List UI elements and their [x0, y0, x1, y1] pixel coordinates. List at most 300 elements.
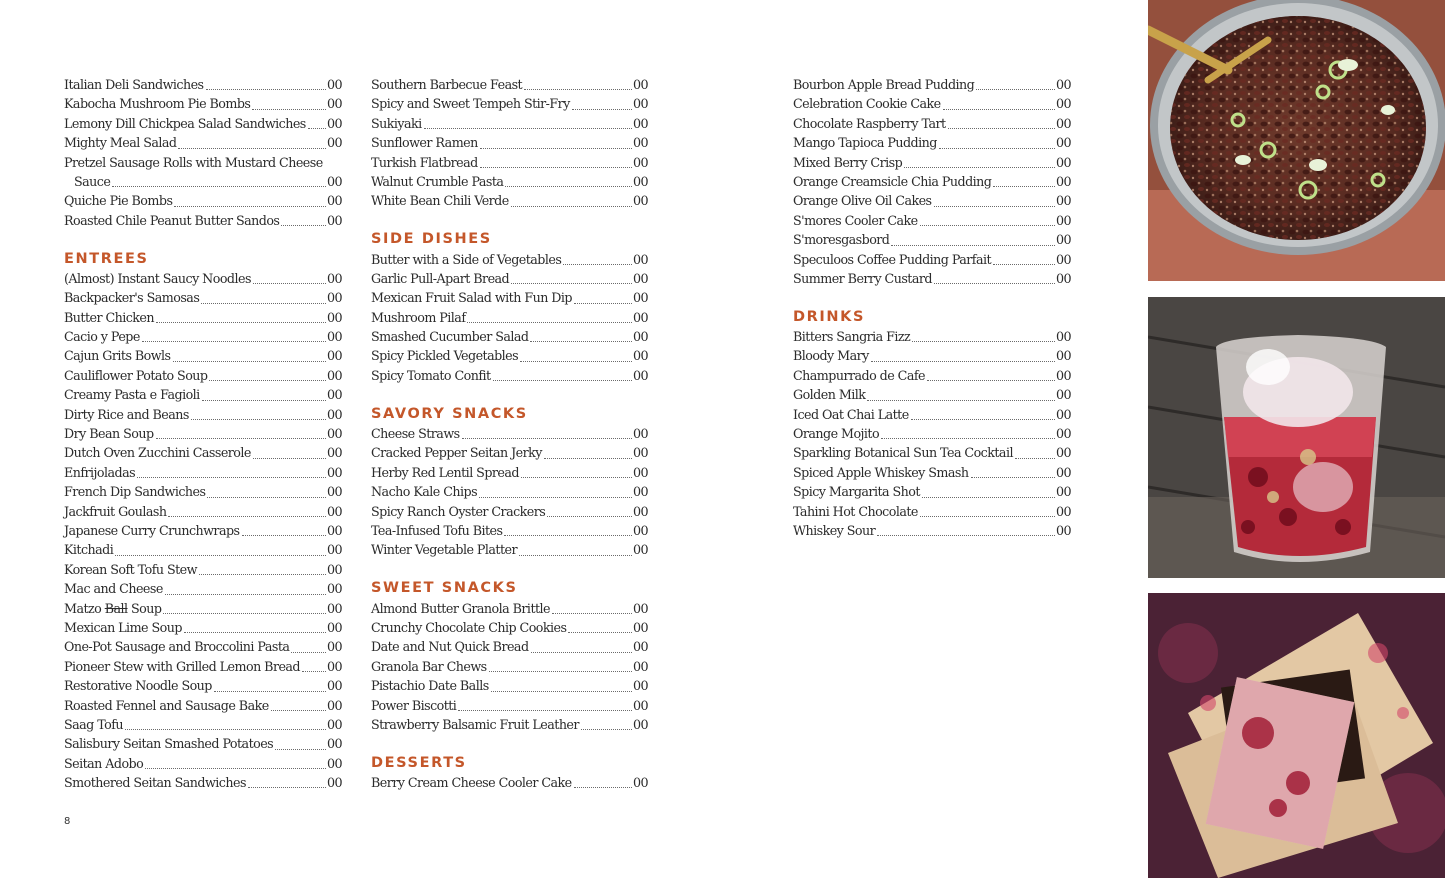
dot-leader — [145, 754, 326, 773]
dot-leader — [552, 599, 632, 618]
dot-leader — [281, 211, 326, 230]
dot-leader — [202, 385, 326, 404]
page-ref: 00 — [1055, 426, 1071, 442]
toc-entry — [371, 482, 648, 501]
toc-entry-title: Mexican Lime Soup — [64, 619, 182, 635]
toc-entry-title: Roasted Fennel and Sausage Bake — [64, 697, 269, 713]
toc-entry — [371, 308, 648, 327]
page-ref: 00 — [326, 309, 342, 325]
toc-entry-title: Restorative Noodle Soup — [64, 678, 212, 694]
dot-leader — [242, 521, 326, 540]
toc-entry-title: Strawberry Balsamic Fruit Leather — [371, 716, 579, 732]
toc-entry — [64, 133, 342, 152]
dot-leader — [920, 502, 1055, 521]
section-continued — [64, 75, 342, 230]
toc-entry-title: Mixed Berry Crisp — [793, 154, 903, 170]
toc-entry-title: Mac and Cheese — [64, 581, 163, 597]
toc-entry-title: Backpacker's Samosas — [64, 290, 200, 306]
toc-entry — [793, 114, 1071, 133]
title-part: Matzo — [64, 600, 102, 616]
page-ref: 00 — [326, 212, 342, 228]
toc-entry-title: Sparkling Botanical Sun Tea Cocktail — [793, 445, 1013, 461]
toc-entry-title: Date and Nut Quick Bread — [371, 639, 529, 655]
section-continued — [793, 75, 1071, 288]
dot-leader — [173, 346, 326, 365]
dot-leader — [891, 230, 1055, 249]
dot-leader — [156, 308, 326, 327]
page-ref: 00 — [632, 135, 648, 151]
toc-entry-title: Iced Oat Chai Latte — [793, 406, 909, 422]
toc-entry — [64, 676, 342, 695]
dot-leader — [163, 599, 326, 618]
page-ref: 00 — [1055, 445, 1071, 461]
entry-list — [371, 773, 648, 792]
toc-entry — [64, 696, 342, 715]
dot-leader — [993, 250, 1055, 269]
page-ref: 00 — [1055, 484, 1071, 500]
page-ref: 00 — [1055, 251, 1071, 267]
dot-leader — [125, 715, 326, 734]
toc-entry — [64, 599, 342, 618]
section-drinks — [793, 308, 1071, 541]
toc-entry-title: Pistachio Date Balls — [371, 678, 489, 694]
toc-entry-title: Cheese Straws — [371, 426, 460, 442]
page-ref: 00 — [632, 309, 648, 325]
page-ref: 00 — [1055, 387, 1071, 403]
entry-list — [793, 327, 1071, 540]
toc-entry — [371, 346, 648, 365]
dot-leader — [209, 366, 325, 385]
toc-entry-title: Smothered Seitan Sandwiches — [64, 775, 246, 791]
toc-entry-title: Mushroom Pilaf — [371, 309, 466, 325]
dot-leader — [531, 637, 632, 656]
page-ref: 00 — [326, 406, 342, 422]
page-ref: 00 — [1055, 193, 1071, 209]
toc-entry — [371, 366, 648, 385]
page-ref: 00 — [632, 484, 648, 500]
toc-entry — [64, 540, 342, 559]
page-ref: 00 — [326, 173, 342, 189]
toc-entry — [371, 153, 648, 172]
photo-smores — [1148, 593, 1445, 878]
dot-leader — [922, 482, 1055, 501]
page-ref: 00 — [632, 775, 648, 791]
dot-leader — [574, 288, 632, 307]
toc-entry-title: Dutch Oven Zucchini Casserole — [64, 445, 251, 461]
page-ref: 00 — [632, 600, 648, 616]
toc-entry — [64, 502, 342, 521]
toc-entry — [793, 521, 1071, 540]
page-ref: 00 — [632, 290, 648, 306]
dot-leader — [308, 114, 326, 133]
page-ref: 00 — [326, 445, 342, 461]
page-ref: 00 — [326, 522, 342, 538]
toc-entry-title: Kitchadi — [64, 542, 114, 558]
page-ref: 00 — [326, 755, 342, 771]
entry-list — [64, 75, 342, 230]
entry-list — [371, 424, 648, 560]
page-ref: 00 — [1055, 135, 1071, 151]
dot-leader — [424, 114, 632, 133]
toc-entry — [371, 540, 648, 559]
toc-entry-title: Orange Olive Oil Cakes — [793, 193, 932, 209]
toc-entry — [793, 463, 1071, 482]
page-ref: 00 — [326, 426, 342, 442]
toc-entry-title: Golden Milk — [793, 387, 866, 403]
section-sweet-snacks — [371, 579, 648, 734]
toc-entry-title: S'mores Cooler Cake — [793, 212, 918, 228]
toc-entry — [64, 405, 342, 424]
toc-entry — [793, 443, 1071, 462]
dot-leader — [934, 269, 1055, 288]
page-ref: 00 — [1055, 115, 1071, 131]
page-ref: 00 — [632, 115, 648, 131]
toc-entry — [793, 191, 1071, 210]
toc-entry-title — [64, 599, 161, 618]
section-heading: ENTREES — [64, 250, 149, 267]
section-continued — [371, 75, 648, 211]
page-ref: 00 — [632, 96, 648, 112]
dot-leader — [563, 250, 632, 269]
toc-entry — [64, 773, 342, 792]
toc-column-3 — [793, 75, 1071, 540]
dot-leader — [174, 191, 326, 210]
toc-entry — [64, 657, 342, 676]
dot-leader — [993, 172, 1055, 191]
dot-leader — [178, 133, 326, 152]
toc-entry — [793, 502, 1071, 521]
page-ref: 00 — [326, 329, 342, 345]
page-ref: 00 — [326, 367, 342, 383]
toc-entry-title: Spicy Ranch Oyster Crackers — [371, 503, 546, 519]
page-ref: 00 — [632, 464, 648, 480]
page-ref: 00 — [1055, 522, 1071, 538]
toc-entry — [64, 346, 342, 365]
toc-entry-title: Power Biscotti — [371, 697, 457, 713]
page-ref: 00 — [632, 77, 648, 92]
page-ref: 00 — [326, 270, 342, 286]
toc-entry-title: Salisbury Seitan Smashed Potatoes — [64, 736, 274, 752]
toc-entry-title: Creamy Pasta e Fagioli — [64, 387, 200, 403]
page-ref: 00 — [632, 619, 648, 635]
toc-entry-title: Cacio y Pepe — [64, 329, 140, 345]
toc-entry — [64, 94, 342, 113]
toc-entry — [793, 269, 1071, 288]
toc-entry — [793, 346, 1071, 365]
dot-leader — [458, 696, 632, 715]
page-ref: 00 — [1055, 232, 1071, 248]
dot-leader — [867, 385, 1055, 404]
toc-entry — [371, 327, 648, 346]
page-number: 8 — [64, 816, 71, 827]
dot-leader — [920, 211, 1055, 230]
toc-entry — [64, 191, 342, 210]
toc-entry-title: Celebration Cookie Cake — [793, 96, 941, 112]
dot-leader — [568, 618, 631, 637]
toc-entry — [64, 443, 342, 462]
dot-leader — [881, 424, 1055, 443]
toc-entry-title: Enfrijoladas — [64, 464, 136, 480]
toc-entry-title: Saag Tofu — [64, 716, 124, 732]
dot-leader — [491, 676, 632, 695]
dot-leader — [504, 521, 631, 540]
page-ref: 00 — [632, 426, 648, 442]
dot-leader — [904, 153, 1055, 172]
toc-entry-title: Orange Creamsicle Chia Pudding — [793, 173, 992, 189]
dot-leader — [253, 269, 326, 288]
dot-leader — [115, 540, 326, 559]
dot-leader — [934, 191, 1055, 210]
toc-column-1 — [64, 75, 342, 792]
dot-leader — [939, 133, 1055, 152]
toc-entry — [371, 715, 648, 734]
toc-entry-title: Spicy and Sweet Tempeh Stir-Fry — [371, 96, 570, 112]
toc-entry — [793, 366, 1071, 385]
toc-entry-title: White Bean Chili Verde — [371, 193, 509, 209]
dot-leader — [877, 521, 1055, 540]
toc-entry-title: Summer Berry Custard — [793, 270, 932, 286]
toc-entry — [371, 269, 648, 288]
toc-entry-title: Dirty Rice and Beans — [64, 406, 189, 422]
toc-entry — [64, 366, 342, 385]
toc-entry — [793, 327, 1071, 346]
toc-entry-title: One-Pot Sausage and Broccolini Pasta — [64, 639, 290, 655]
toc-entry-title: Almond Butter Granola Brittle — [371, 600, 551, 616]
toc-entry — [371, 133, 648, 152]
dot-leader — [871, 346, 1055, 365]
dot-leader — [530, 327, 632, 346]
toc-entry — [64, 754, 342, 773]
page-ref: 00 — [326, 96, 342, 112]
toc-entry-title: Kabocha Mushroom Pie Bombs — [64, 96, 251, 112]
toc-entry-title: Sukiyaki — [371, 115, 422, 131]
page-ref: 00 — [326, 619, 342, 635]
toc-entry-title: Tea-Infused Tofu Bites — [371, 522, 503, 538]
page-ref: 00 — [1055, 329, 1071, 345]
page-ref: 00 — [326, 581, 342, 597]
page-ref: 00 — [632, 542, 648, 558]
toc-entry-title: Jackfruit Goulash — [64, 503, 167, 519]
toc-entry-title: Pioneer Stew with Grilled Lemon Bread — [64, 658, 301, 674]
toc-entry — [64, 618, 342, 637]
dot-leader — [1015, 443, 1055, 462]
toc-entry — [64, 308, 342, 327]
page-ref: 00 — [326, 600, 342, 616]
toc-entry-title: Spicy Margarita Shot — [793, 484, 920, 500]
toc-entry — [793, 94, 1071, 113]
dot-leader — [291, 637, 326, 656]
entry-list — [793, 75, 1071, 288]
dot-leader — [912, 327, 1055, 346]
page-ref: 00 — [326, 639, 342, 655]
toc-entry-title: Spiced Apple Whiskey Smash — [793, 464, 969, 480]
section-side-dishes — [371, 230, 648, 385]
toc-entry-title: Butter Chicken — [64, 309, 155, 325]
toc-entry — [793, 172, 1071, 191]
dot-leader — [505, 172, 632, 191]
photo-red-cocktail — [1148, 297, 1445, 578]
dot-leader — [511, 191, 632, 210]
toc-entry — [371, 773, 648, 792]
toc-entry — [371, 191, 648, 210]
toc-entry — [793, 133, 1071, 152]
toc-entry — [371, 94, 648, 113]
toc-entry-title: Mango Tapioca Pudding — [793, 135, 937, 151]
toc-entry — [64, 579, 342, 598]
toc-entry-title: Garlic Pull-Apart Bread — [371, 270, 510, 286]
page-ref: 00 — [632, 445, 648, 461]
dot-leader — [911, 405, 1055, 424]
toc-entry-title: Sauce — [74, 173, 111, 189]
toc-entry-title: Butter with a Side of Vegetables — [371, 251, 562, 267]
section-entrees — [64, 250, 342, 793]
page-ref: 00 — [632, 697, 648, 713]
toc-entry — [64, 172, 342, 191]
page-ref: 00 — [1055, 348, 1071, 364]
page-ref: 00 — [632, 658, 648, 674]
dot-leader — [165, 579, 326, 598]
toc-entry — [371, 114, 648, 133]
page-ref: 00 — [1055, 503, 1071, 519]
page-ref: 00 — [326, 658, 342, 674]
toc-entry — [64, 385, 342, 404]
dot-leader — [214, 676, 326, 695]
dot-leader — [480, 133, 632, 152]
page-ref: 00 — [632, 639, 648, 655]
dot-leader — [927, 366, 1055, 385]
toc-entry-title: French Dip Sandwiches — [64, 484, 206, 500]
dot-leader — [489, 657, 632, 676]
dot-leader — [275, 734, 326, 753]
toc-entry-title: Pretzel Sausage Rolls with Mustard Cheese — [64, 154, 323, 170]
page-ref: 00 — [632, 367, 648, 383]
section-heading: SAVORY SNACKS — [371, 405, 528, 422]
toc-entry — [371, 424, 648, 443]
toc-entry — [64, 715, 342, 734]
toc-entry — [64, 288, 342, 307]
toc-entry-title: Southern Barbecue Feast — [371, 77, 523, 92]
dot-leader — [168, 502, 325, 521]
dot-leader — [271, 696, 326, 715]
toc-entry-title: Korean Soft Tofu Stew — [64, 561, 197, 577]
toc-entry — [793, 405, 1071, 424]
dot-leader — [581, 715, 632, 734]
page-ref: 00 — [326, 503, 342, 519]
toc-entry — [64, 269, 342, 288]
toc-entry-title: Lemony Dill Chickpea Salad Sandwiches — [64, 115, 306, 131]
page-ref: 00 — [1055, 406, 1071, 422]
dot-leader — [184, 618, 326, 637]
toc-entry-title: Mexican Fruit Salad with Fun Dip — [371, 290, 572, 306]
toc-entry — [793, 153, 1071, 172]
toc-entry — [64, 637, 342, 656]
toc-entry-title: Walnut Crumble Pasta — [371, 173, 504, 189]
toc-entry — [371, 676, 648, 695]
toc-entry-title: Bitters Sangria Fizz — [793, 329, 911, 345]
section-heading: DRINKS — [793, 308, 866, 325]
toc-entry-title: Sunflower Ramen — [371, 135, 478, 151]
toc-entry — [64, 75, 342, 94]
dot-leader — [302, 657, 326, 676]
toc-entry-title: Seitan Adobo — [64, 755, 144, 771]
page-ref: 00 — [326, 135, 342, 151]
dot-leader — [479, 482, 632, 501]
toc-entry — [64, 734, 342, 753]
page-ref: 00 — [326, 542, 342, 558]
toc-entry-title: Dry Bean Soup — [64, 426, 154, 442]
dot-leader — [943, 94, 1055, 113]
page-ref: 00 — [326, 387, 342, 403]
page-ref: 00 — [632, 193, 648, 209]
page-ref: 00 — [632, 329, 648, 345]
section-heading: DESSERTS — [371, 754, 467, 771]
dot-leader — [511, 269, 632, 288]
page-ref: 00 — [326, 193, 342, 209]
page-ref: 00 — [326, 464, 342, 480]
dot-leader — [519, 540, 632, 559]
toc-entry-title: Quiche Pie Bombs — [64, 193, 173, 209]
dot-leader — [544, 443, 632, 462]
page-ref: 00 — [326, 697, 342, 713]
page-ref: 00 — [326, 348, 342, 364]
page-ref: 00 — [1055, 212, 1071, 228]
toc-entry-title: Roasted Chile Peanut Butter Sandos — [64, 212, 280, 228]
toc-entry — [371, 288, 648, 307]
dot-leader — [574, 773, 632, 792]
page-ref: 00 — [326, 561, 342, 577]
toc-entry-title: Champurrado de Cafe — [793, 367, 925, 383]
toc-entry-title: Whiskey Sour — [793, 522, 876, 538]
page-ref: 00 — [1055, 464, 1071, 480]
toc-entry — [64, 327, 342, 346]
page-ref: 00 — [326, 716, 342, 732]
page-ref: 00 — [1055, 77, 1071, 92]
toc-entry — [64, 114, 342, 133]
dot-leader — [206, 75, 326, 94]
toc-entry-title: Berry Cream Cheese Cooler Cake — [371, 775, 572, 791]
dot-leader — [976, 75, 1055, 94]
toc-entry-title: Turkish Flatbread — [371, 154, 478, 170]
toc-entry — [793, 75, 1071, 94]
page-ref: 00 — [632, 251, 648, 267]
page-ref: 00 — [1055, 154, 1071, 170]
dot-leader — [252, 94, 326, 113]
toc-entry-title: Granola Bar Chews — [371, 658, 487, 674]
toc-entry-title: Herby Red Lentil Spread — [371, 464, 519, 480]
dot-leader — [142, 327, 326, 346]
page-ref: 00 — [326, 115, 342, 131]
toc-entry — [371, 463, 648, 482]
toc-entry — [793, 424, 1071, 443]
dot-leader — [191, 405, 326, 424]
toc-entry-title: Cauliflower Potato Soup — [64, 367, 208, 383]
section-savory-snacks — [371, 405, 648, 560]
struck-word: Ball — [104, 600, 128, 616]
entry-list — [64, 269, 342, 793]
toc-entry — [793, 385, 1071, 404]
toc-entry-title: Tahini Hot Chocolate — [793, 503, 918, 519]
toc-entry — [64, 560, 342, 579]
dot-leader — [547, 502, 632, 521]
toc-entry-title: Japanese Curry Crunchwraps — [64, 522, 240, 538]
toc-entry — [793, 482, 1071, 501]
toc-entry-title: Bloody Mary — [793, 348, 869, 364]
dot-leader — [462, 424, 632, 443]
toc-entry-title: Orange Mojito — [793, 426, 880, 442]
toc-entry-title: Winter Vegetable Platter — [371, 542, 517, 558]
entry-list — [371, 75, 648, 211]
dot-leader — [480, 153, 632, 172]
